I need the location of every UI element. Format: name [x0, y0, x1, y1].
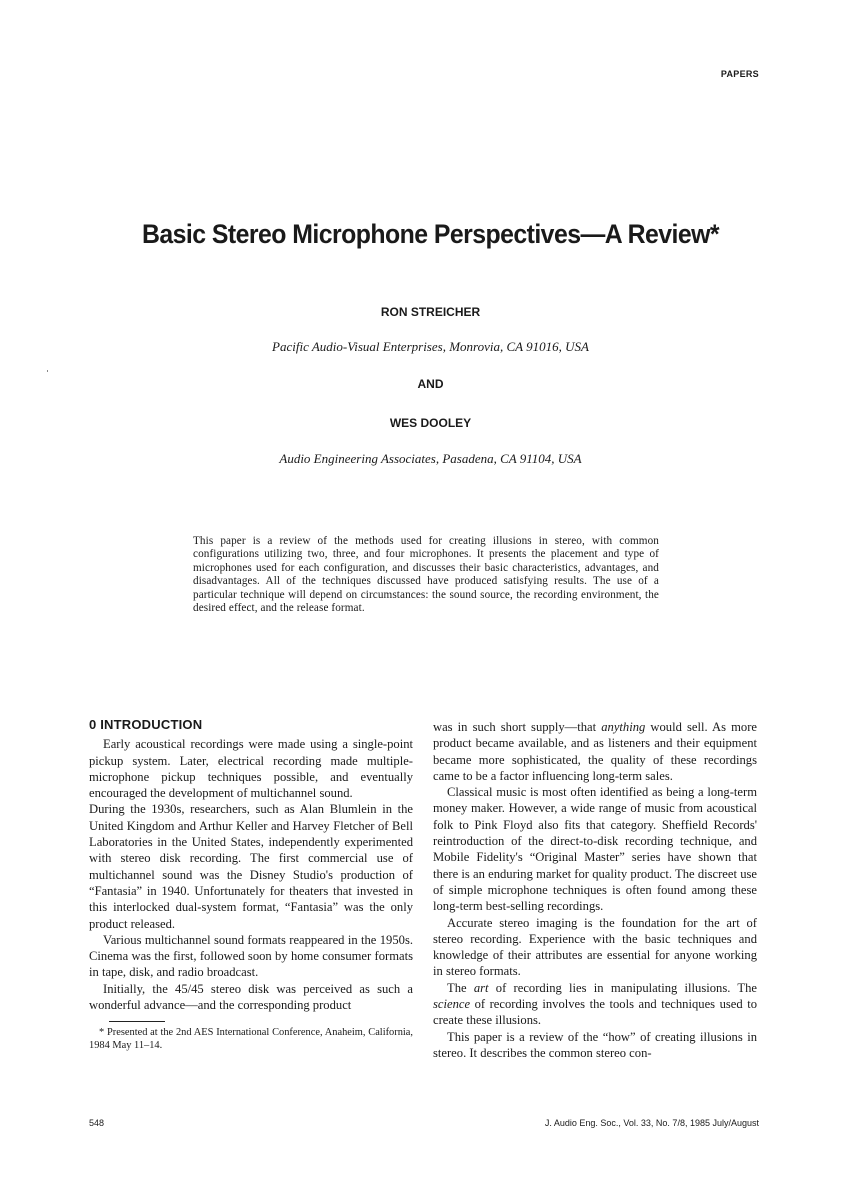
- body-paragraph: Early acoustical recordings were made using a single-point pickup system. Later, electrical recording made multiple-microphone pickup techniques possible, and eventually encouraged the development of multichannel sound.: [89, 737, 413, 801]
- footnote: * Presented at the 2nd AES International Conference, Anaheim, California, 1984 May 11–14.: [89, 1027, 413, 1052]
- journal-reference: J. Audio Eng. Soc., Vol. 33, No. 7/8, 1985 July/August: [544, 1118, 759, 1128]
- body-column-left: [89, 717, 413, 1052]
- body-paragraph: Various multichannel sound formats reappeared in the 1950s. Cinema was the first, followed soon by home consumer formats in tape, disk, and radio broadcast.: [89, 932, 413, 980]
- and-label: AND: [417, 377, 444, 391]
- footnote-rule: [109, 1021, 165, 1022]
- paper-title: Basic Stereo Microphone Perspectives—A Review*: [142, 219, 719, 249]
- emphasis: science: [433, 997, 471, 1012]
- body-paragraph: During the 1930s, researchers, such as Alan Blumlein in the United Kingdom and Arthur Keller and Harvey Fletcher of Bell Laboratories in the United States, independently experimented with stereo disk recording. The first commercial use of multichannel sound was the Disney Studio's production of “Fantasia” in 1940. Unfortunately for theaters that invested in this interlocked dual-system format, “Fantasia” was the only product released.: [89, 802, 413, 931]
- author-1-name: RON STREICHER: [380, 305, 481, 319]
- body-paragraph: The art of recording lies in manipulating illusions. The science of recording involves the tools and techniques used to create these illusions.: [433, 980, 757, 1028]
- body-column-right: [433, 719, 757, 1061]
- emphasis: anything: [601, 720, 646, 734]
- abstract: This paper is a review of the methods used for creating illusions in stereo, with common configurations utilizing two, three, and four microphones. It presents the placement and type of microphones used for each configuration, and discusses their basic characteristics, advantages, and disadvantages. All of the techniques discussed have produced satisfying results. The use of a particular technique will depend on circumstances: the sound source, the recording environment, the desired effect, and the release format.: [193, 535, 659, 615]
- body-paragraph: Initially, the 45/45 stereo disk was perceived as such a wonderful advance—and the corresponding product: [89, 981, 413, 1013]
- body-paragraph: Classical music is most often identified as being a long-term money maker. However, a wide range of music from acoustical folk to Pink Floyd also fits that category. Sheffield Records' reintroduction of the direct-to-disk recording technique, and Mobile Fidelity's “Original Master” series have shown that there is an enduring market for quality product. The discreet use of simple microphone techniques is often found among these long-term best-selling recordings.: [433, 785, 757, 914]
- emphasis: art: [473, 980, 489, 995]
- body-paragraph: was in such short supply—that anything would sell. As more product became available, and as listeners and their equipment became more sophisticated, the quality of these recordings came to be a factor influencing long-term sales.: [433, 720, 757, 783]
- body-paragraph: This paper is a review of the “how” of creating illusions in stereo. It describes the common stereo con-: [433, 1029, 757, 1060]
- stray-mark: [47, 370, 48, 372]
- section-heading: 0 INTRODUCTION: [89, 717, 203, 732]
- section-label: PAPERS: [720, 69, 759, 79]
- body-paragraph: Accurate stereo imaging is the foundation for the art of stereo recording. Experience with the basic techniques and knowledge of their attributes are essential for anyone working in stereo formats.: [433, 915, 757, 979]
- author-2-name: WES DOOLEY: [389, 416, 472, 430]
- author-1-affiliation: Pacific Audio-Visual Enterprises, Monrovia, CA 91016, USA: [272, 339, 589, 354]
- author-2-affiliation: Audio Engineering Associates, Pasadena, CA 91104, USA: [279, 451, 582, 466]
- page-number: 548: [89, 1118, 105, 1128]
